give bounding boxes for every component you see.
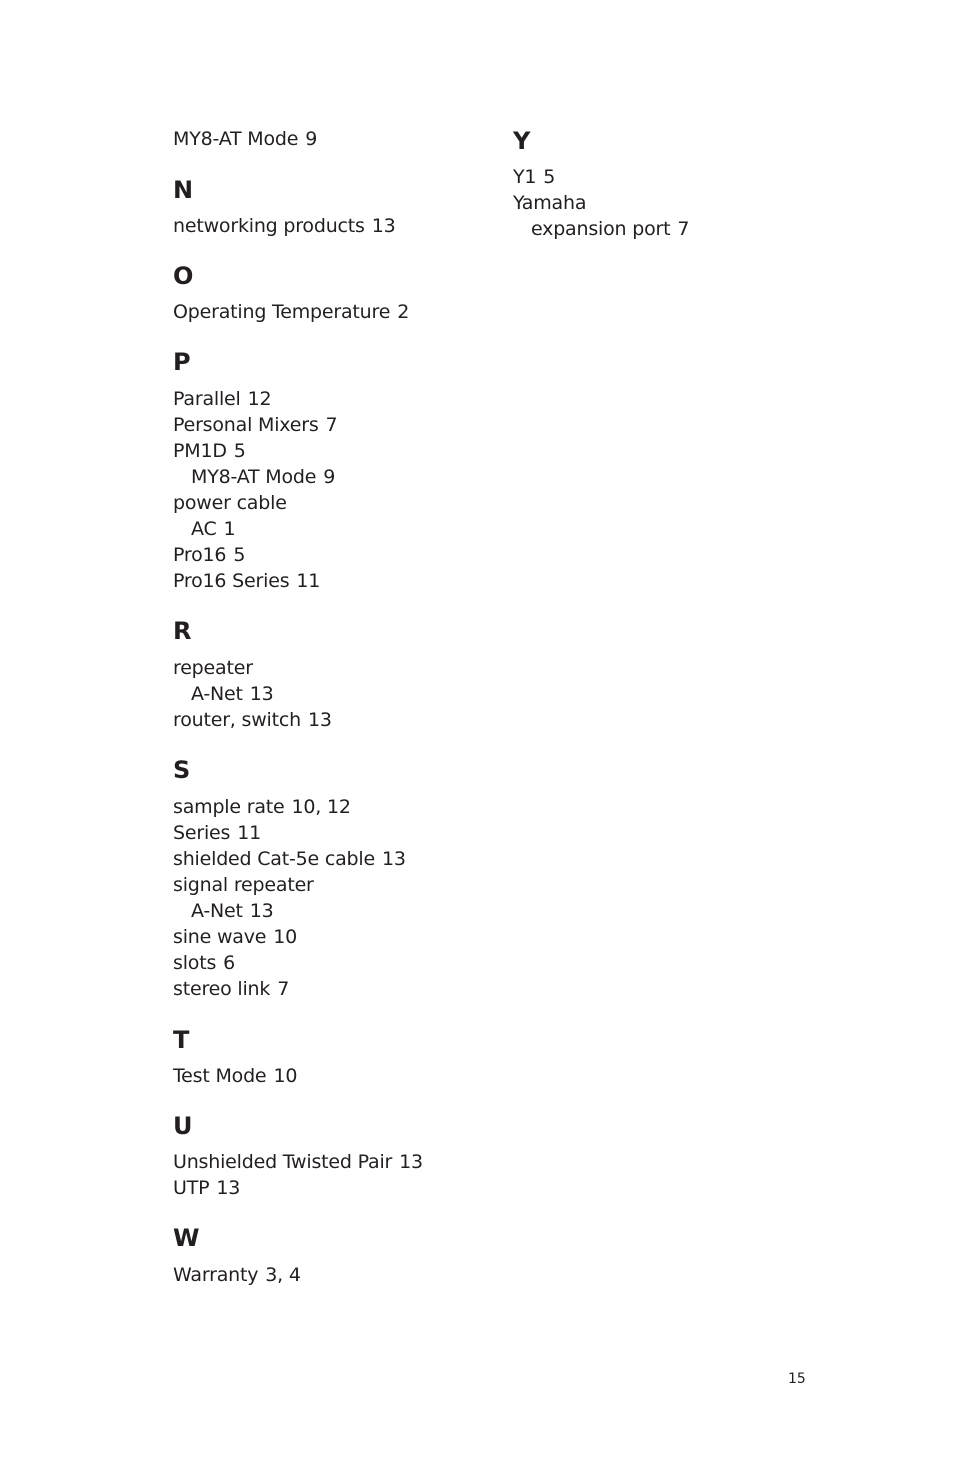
index-term: router, switch [173, 709, 301, 731]
index-page-ref: 7 [325, 414, 338, 436]
index-term: shielded Cat-5e cable [173, 848, 375, 870]
index-entry-personal-mixers [173, 412, 337, 438]
index-term: Pro16 [173, 544, 227, 566]
index-entry-slots [173, 950, 235, 976]
index-page-ref: 11 [237, 822, 262, 844]
index-subentry-a-net [191, 898, 274, 924]
index-term: Unshielded Twisted Pair [173, 1151, 393, 1173]
index-entry-series [173, 820, 261, 846]
index-entry-yamaha [513, 190, 586, 216]
index-term: Pro16 Series [173, 570, 290, 592]
index-subentry-a-net [191, 681, 274, 707]
index-page-ref: 13 [249, 683, 274, 705]
index-heading-o: O [173, 262, 194, 290]
index-entry-parallel [173, 386, 271, 412]
index-entry-pm1d [173, 438, 246, 464]
index-page-ref: 13 [382, 848, 406, 870]
index-term: sine wave [173, 926, 267, 948]
index-heading-y: Y [513, 127, 531, 155]
index-term: Test Mode [173, 1065, 267, 1087]
index-term: power cable [173, 492, 287, 514]
index-term: networking products [173, 215, 365, 237]
index-entry-signal-repeater [173, 872, 314, 898]
index-entry-sine-wave [173, 924, 297, 950]
index-entry-unshielded-twisted-pair [173, 1149, 423, 1175]
index-page-ref: 7 [277, 978, 290, 1000]
index-term: stereo link [173, 978, 271, 1000]
index-page-ref: 1 [223, 518, 236, 540]
index-term: Warranty [173, 1264, 259, 1286]
index-term: Parallel [173, 388, 241, 410]
index-page-ref: 9 [305, 128, 318, 150]
index-page-ref: 12 [247, 388, 272, 410]
index-page-ref: 10, 12 [291, 796, 351, 818]
index-heading-t: T [173, 1026, 190, 1054]
index-entry-sample-rate [173, 794, 351, 820]
index-subentry-ac [191, 516, 235, 542]
index-entry-router-switch [173, 707, 332, 733]
index-term: A-Net [191, 900, 243, 922]
index-page-ref: 13 [371, 215, 396, 237]
index-page-ref: 11 [296, 570, 321, 592]
index-page-ref: 10 [273, 1065, 298, 1087]
index-term: Series [173, 822, 231, 844]
index-page-ref: 13 [249, 900, 274, 922]
index-heading-n: N [173, 176, 194, 204]
index-heading-s: S [173, 756, 191, 784]
index-term: Operating Temperature [173, 301, 391, 323]
index-term: expansion port [531, 218, 671, 240]
index-term: PM1D [173, 440, 227, 462]
index-page-ref: 13 [216, 1177, 241, 1199]
index-term: Yamaha [513, 192, 587, 214]
index-page-ref: 10 [273, 926, 298, 948]
index-entry-stereo-link [173, 976, 289, 1002]
index-term: AC [191, 518, 217, 540]
index-page-ref: 3, 4 [265, 1264, 301, 1286]
index-page-ref: 6 [223, 952, 236, 974]
index-term: MY8-AT Mode [191, 466, 317, 488]
index-entry-y1 [513, 164, 555, 190]
index-heading-u: U [173, 1112, 193, 1140]
index-entry-my8-at-mode [173, 126, 317, 152]
index-term: Y1 [513, 166, 537, 188]
page-number: 15 [788, 1371, 806, 1387]
index-entry-warranty [173, 1262, 301, 1288]
index-term: signal repeater [173, 874, 314, 896]
index-entry-operating-temperature [173, 299, 409, 325]
index-page-ref: 5 [233, 440, 246, 462]
index-heading-p: P [173, 348, 191, 376]
index-term: Personal Mixers [173, 414, 319, 436]
index-entry-pro16-series [173, 568, 320, 594]
index-entry-power-cable [173, 490, 287, 516]
index-term: sample rate [173, 796, 285, 818]
index-entry-test-mode [173, 1063, 297, 1089]
index-subentry-my8-at-mode [191, 464, 335, 490]
index-page-ref: 7 [677, 218, 690, 240]
index-heading-w: W [173, 1224, 200, 1252]
index-term: slots [173, 952, 217, 974]
index-page-ref: 5 [543, 166, 556, 188]
index-page-ref: 2 [397, 301, 410, 323]
index-heading-r: R [173, 617, 192, 645]
index-subentry-expansion-port [531, 216, 689, 242]
index-page-ref: 5 [233, 544, 246, 566]
index-entry-networking-products [173, 213, 396, 239]
index-page-ref: 13 [307, 709, 332, 731]
index-page-ref: 9 [323, 466, 336, 488]
index-entry-pro16 [173, 542, 245, 568]
index-entry-repeater [173, 655, 253, 681]
index-page-ref: 13 [399, 1151, 423, 1173]
index-entry-shielded-cat-5e-cable [173, 846, 406, 872]
index-term: UTP [173, 1177, 210, 1199]
index-entry-utp [173, 1175, 240, 1201]
index-term: repeater [173, 657, 253, 679]
index-term: MY8-AT Mode [173, 128, 299, 150]
index-term: A-Net [191, 683, 243, 705]
